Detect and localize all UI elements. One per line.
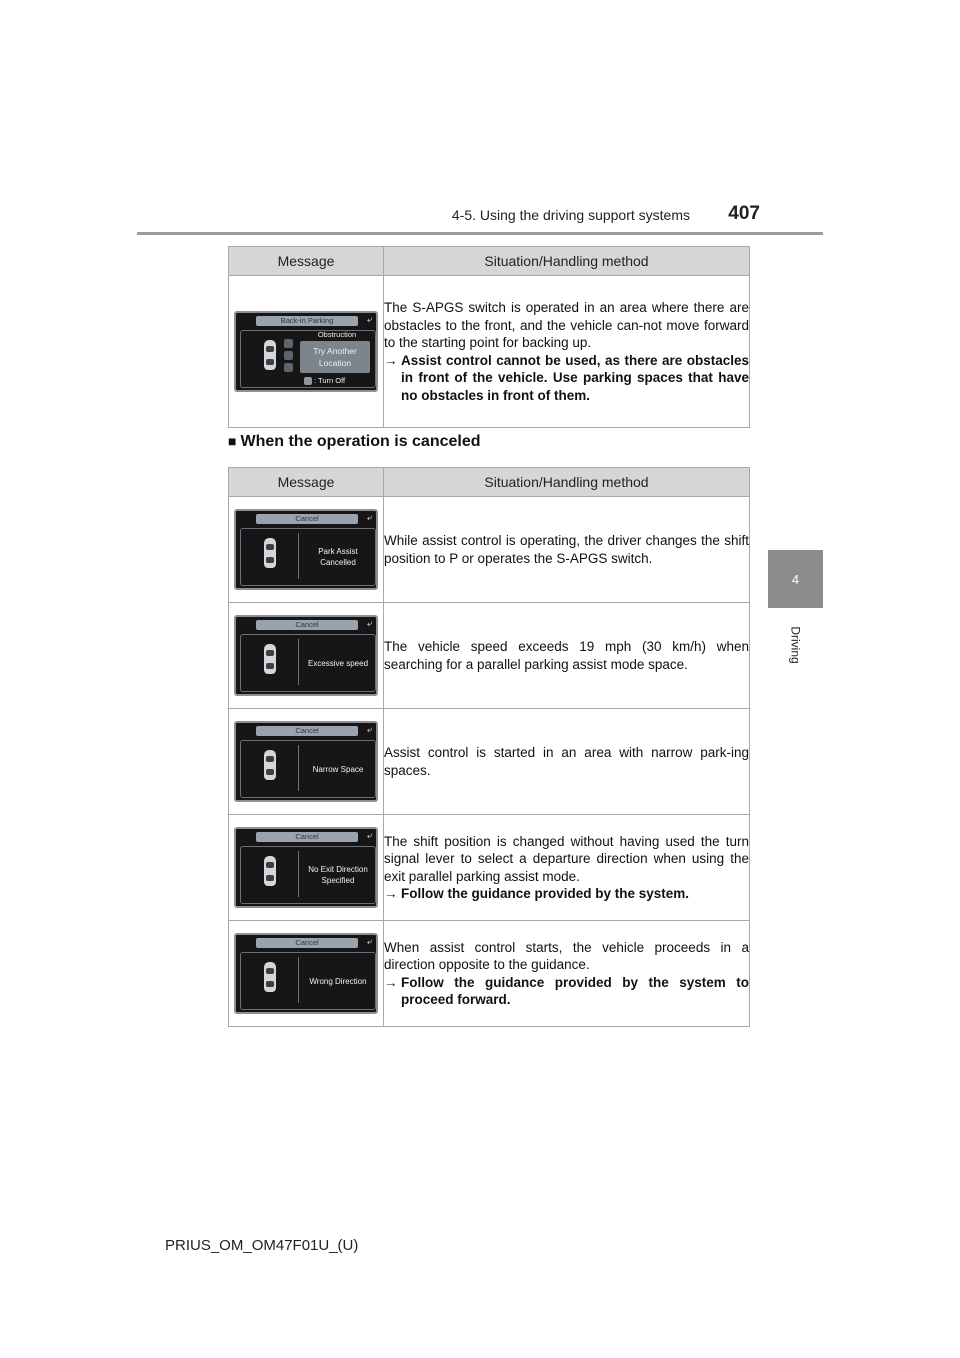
message-image-cell [229, 815, 384, 921]
screen-title-bar: Cancel [256, 938, 358, 948]
handling-method [384, 974, 749, 1009]
situation-text: When assist control starts, the vehicle proceeds in a direction opposite to the guidance. [384, 939, 749, 972]
square-bullet-icon: ■ [228, 433, 237, 449]
handling-method [384, 885, 749, 903]
situation-text: The shift position is changed without having used the turn signal lever to select a departure direction when using the exit parallel parking assist mode. [384, 833, 749, 884]
handling-text: Follow the guidance provided by the system. [401, 886, 690, 901]
message-image-cell [229, 276, 384, 428]
situation-text: Assist control is started in an area with narrow park-ing spaces. [384, 745, 749, 778]
table-row [229, 709, 750, 815]
situation-cell [384, 276, 750, 428]
car-icon [264, 538, 276, 568]
screen-divider [298, 745, 299, 791]
sensor-buttons [284, 339, 293, 375]
situation-cell [384, 921, 750, 1027]
table-row [229, 815, 750, 921]
message-image-cell [229, 497, 384, 603]
situation-text: The S-APGS switch is operated in an area where there are obstacles to the front, and the vehicle can-not move forward to the starting point for backing up. [384, 300, 749, 350]
screen-divider [298, 851, 299, 897]
screen-message: No Exit Direction Specified [308, 865, 368, 885]
display-screenshot [234, 509, 378, 590]
handling-method [384, 352, 749, 405]
screen-title-bar: Cancel [256, 514, 358, 524]
page-number: 407 [728, 203, 760, 224]
parking-switch-icon [304, 377, 312, 385]
column-header-situation: Situation/Handling method [384, 247, 750, 276]
chapter-number: 4 [791, 571, 800, 587]
screen-title-bar: Cancel [256, 620, 358, 630]
section-header: 4-5. Using the driving support systems [451, 207, 690, 223]
situation-cell [384, 497, 750, 603]
car-icon [264, 856, 276, 886]
screen-message: Park Assist Cancelled [318, 547, 358, 567]
screen-title-bar: Back-in Parking [256, 316, 358, 326]
chapter-label: Driving [788, 626, 803, 664]
display-screenshot [234, 827, 378, 908]
back-icon: ⤶ [366, 512, 372, 522]
situation-cell [384, 709, 750, 815]
screen-title-bar: Cancel [256, 726, 358, 736]
column-header-situation: Situation/Handling method [384, 468, 750, 497]
chapter-tab [768, 550, 823, 608]
car-icon [264, 750, 276, 780]
table-row [229, 276, 750, 428]
screen-divider [298, 533, 299, 579]
message-image-cell [229, 603, 384, 709]
chapter-label-container [768, 615, 823, 675]
back-icon: ⤶ [366, 830, 372, 840]
arrow-icon: → [384, 886, 398, 901]
screen-message: Wrong Direction [309, 976, 367, 986]
back-icon: ⤶ [366, 314, 372, 324]
arrow-icon: → [384, 974, 398, 990]
display-screenshot [234, 311, 378, 392]
car-icon [264, 644, 276, 674]
situation-text: While assist control is operating, the driver changes the shift position to P or operates the S-APGS switch. [384, 533, 749, 566]
handling-text: Follow the guidance provided by the system to proceed forward. [401, 974, 749, 1007]
handling-text: Assist control cannot be used, as there are obstacles in front of the vehicle. Use parking spaces that have no obstacles in front of them. [401, 352, 749, 403]
back-icon: ⤶ [366, 724, 372, 734]
header-rule [137, 232, 823, 235]
back-icon: ⤶ [366, 618, 372, 628]
message-image-cell [229, 921, 384, 1027]
screen-title-bar: Cancel [256, 832, 358, 842]
column-header-message: Message [229, 247, 384, 276]
document-code: PRIUS_OM_OM47F01U_(U) [165, 1237, 359, 1254]
arrow-icon: → [384, 352, 398, 368]
car-icon [264, 962, 276, 992]
try-another-location-button: Try Another Location [300, 341, 370, 373]
display-screenshot [234, 615, 378, 696]
table-row [229, 603, 750, 709]
message-image-cell [229, 709, 384, 815]
section-title: ■ When the operation is canceled [228, 433, 481, 450]
screen-obstruction-text: Obstruction [317, 330, 357, 339]
screen-divider [298, 639, 299, 685]
situation-cell [384, 603, 750, 709]
situation-cell [384, 815, 750, 921]
back-icon: ⤶ [366, 936, 372, 946]
screen-message: Excessive speed [307, 658, 369, 668]
car-icon [264, 340, 276, 370]
situation-text: The vehicle speed exceeds 19 mph (30 km/h) when searching for a parallel parking assist mode space. [384, 639, 749, 672]
column-header-message: Message [229, 468, 384, 497]
table-row [229, 497, 750, 603]
display-screenshot [234, 933, 378, 1014]
cancel-message-table [228, 467, 750, 1027]
screen-divider [298, 957, 299, 1003]
obstruction-message-table [228, 246, 750, 428]
table-row [229, 921, 750, 1027]
display-screenshot [234, 721, 378, 802]
screen-message: Narrow Space [312, 764, 364, 774]
turn-off-hint: : Turn Off [304, 376, 345, 385]
